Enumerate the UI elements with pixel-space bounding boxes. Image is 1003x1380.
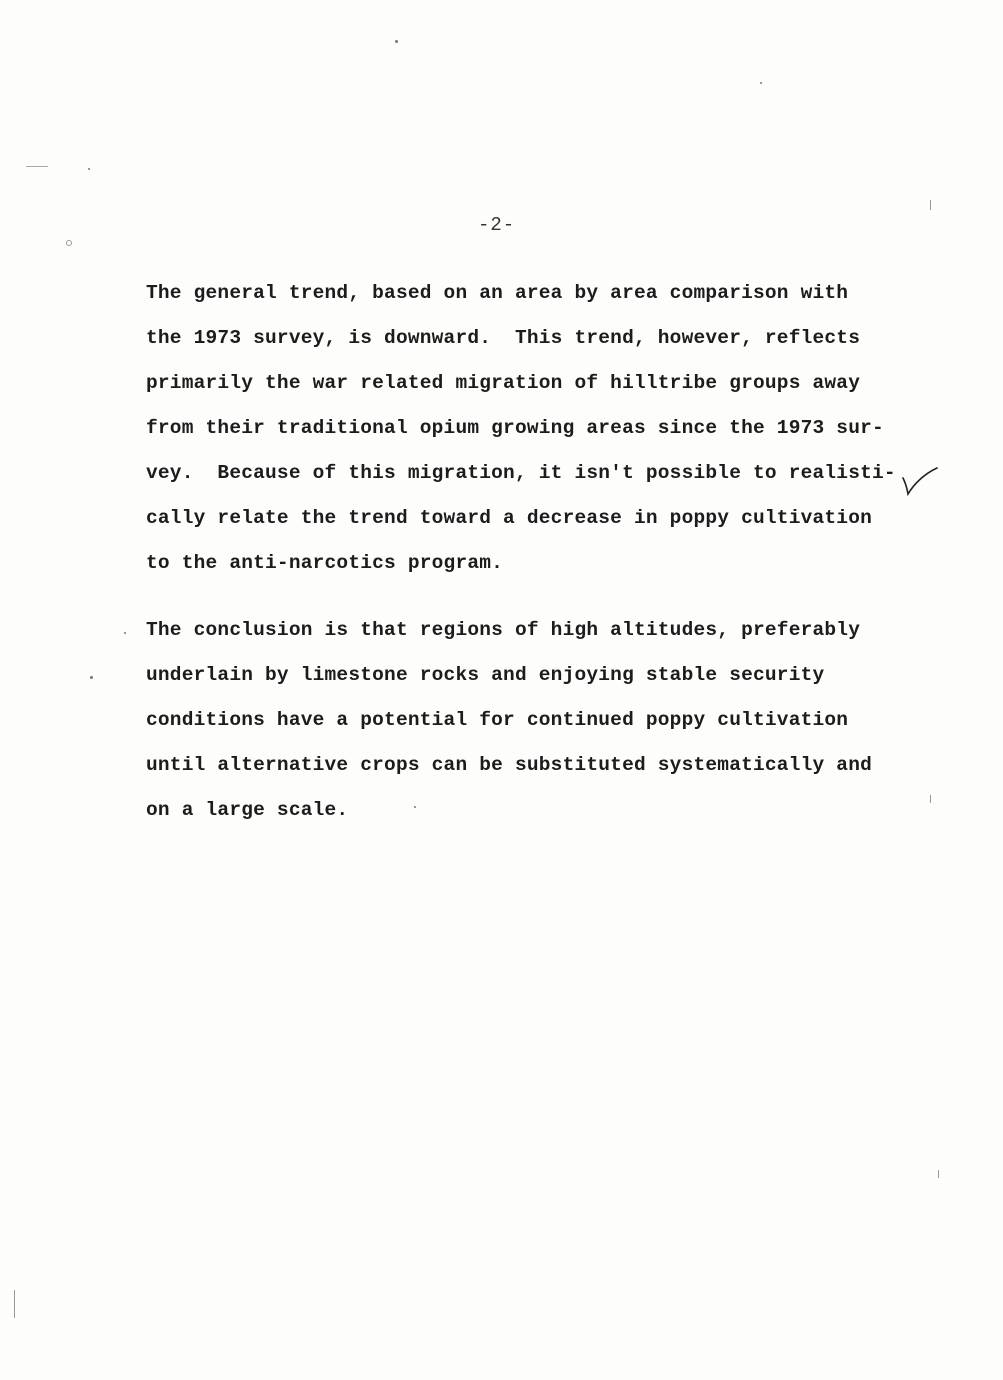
paragraph-1-line-7: to the anti-narcotics program. [146, 552, 504, 574]
scan-mark [930, 795, 931, 803]
page-number: -2- [478, 214, 516, 236]
scan-speck [90, 676, 93, 679]
scan-speck [414, 806, 416, 808]
paragraph-1-line-4: from their traditional opium growing areas since the 1973 sur- [146, 417, 884, 439]
handwritten-checkmark-icon [900, 466, 940, 496]
paragraph-1-line-1: The general trend, based on an area by area comparison with [146, 282, 849, 304]
paragraph-2-line-1: The conclusion is that regions of high altitudes, preferably [146, 619, 861, 641]
scan-mark [14, 1290, 15, 1318]
paragraph-1-line-5: vey. Because of this migration, it isn't possible to realisti- [146, 462, 896, 484]
paragraph-2-line-3: conditions have a potential for continued poppy cultivation [146, 709, 849, 731]
paragraph-2-line-5: on a large scale. [146, 799, 349, 821]
paragraph-2-line-4: until alternative crops can be substituted systematically and [146, 754, 873, 776]
scan-speck [66, 240, 72, 246]
paragraph-2-line-2: underlain by limestone rocks and enjoying stable security [146, 664, 825, 686]
paragraph-1-line-3: primarily the war related migration of hilltribe groups away [146, 372, 861, 394]
scan-mark [930, 200, 931, 210]
scan-mark [26, 166, 48, 167]
scan-speck [395, 40, 398, 43]
scan-speck [760, 82, 762, 84]
scan-speck [88, 168, 90, 170]
scan-mark [938, 1170, 939, 1178]
scan-speck [124, 632, 126, 634]
paragraph-1-line-6: cally relate the trend toward a decrease in poppy cultivation [146, 507, 873, 529]
paragraph-1-line-2: the 1973 survey, is downward. This trend, however, reflects [146, 327, 861, 349]
